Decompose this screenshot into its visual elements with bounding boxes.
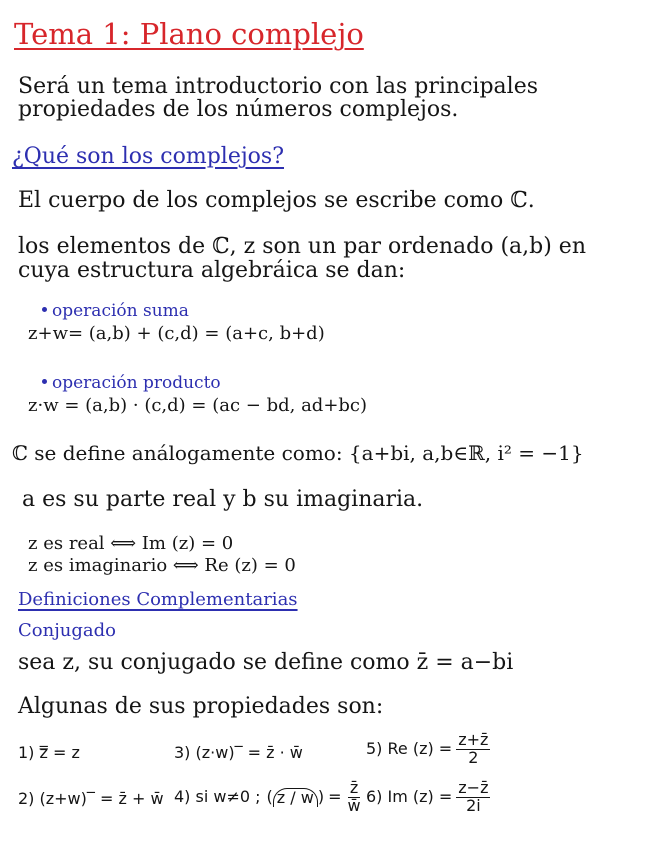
property-4-fraction <box>345 780 362 815</box>
product-operation-label: operación producto <box>42 374 221 394</box>
property-6-denominator: 2i <box>466 795 481 815</box>
intro-line-1: Será un tema introductorio con las principales <box>18 74 539 99</box>
real-condition: z es real ⟺ Im (z) = 0 <box>28 533 234 554</box>
property-2: 2) (z+w)‾ = z̄ + w̄ <box>18 789 164 808</box>
property-4-prefix: 4) si w≠0 ; <box>174 787 261 807</box>
property-6-fraction <box>456 780 490 815</box>
product-operation-formula: z·w = (a,b) · (c,d) = (ac − bd, ad+bc) <box>28 395 368 416</box>
imaginary-condition: z es imaginario ⟺ Re (z) = 0 <box>28 555 296 576</box>
sum-operation-label: operación suma <box>42 302 189 322</box>
properties-intro: Algunas de sus propiedades son: <box>18 694 384 719</box>
property-4-equals: = <box>328 787 342 807</box>
body-paragraph-2-line-2: cuya estructura algebráica se dan: <box>18 258 406 283</box>
question-heading: ¿Qué son los complejos? <box>12 144 284 169</box>
conjugate-heading: Conjugado <box>18 620 116 641</box>
real-imaginary-parts: a es su parte real y b su imaginaria. <box>22 487 424 512</box>
intro-line-2: propiedades de los números complejos. <box>18 97 459 122</box>
property-3: 3) (z·w)‾ = z̄ · w̄ <box>174 743 303 762</box>
property-5-denominator: 2 <box>468 747 479 767</box>
conjugate-definition: sea z, su conjugado se define como z̄ = a−bi <box>18 650 514 675</box>
property-4: 4) si w≠0 ; ( z / w ) = $\frac{z̄}{w̄}$ <box>174 778 361 815</box>
section-heading: Definiciones Complementarias <box>18 589 298 610</box>
property-6-numerator: z−z̄ <box>458 778 489 797</box>
complex-set-definition: ℂ se define análogamente como: {a+bi, a,b∈ℝ, i² = −1} <box>12 441 584 465</box>
property-5 <box>366 732 490 767</box>
property-4-quotient: z / w <box>273 788 318 807</box>
sum-operation-formula: z+w= (a,b) + (c,d) = (a+c, b+d) <box>28 323 325 344</box>
property-6 <box>366 780 490 815</box>
body-paragraph-2-line-1: los elementos de ℂ, z son un par ordenado (a,b) en <box>18 234 586 259</box>
body-paragraph-1: El cuerpo de los complejos se escribe como ℂ. <box>18 188 535 213</box>
property-4-denominator: w̄ <box>347 795 361 815</box>
property-6-prefix: 6) Im (z) = <box>366 787 453 807</box>
property-4-numerator: z̄ <box>349 778 359 797</box>
property-5-numerator: z+z̄ <box>458 730 489 749</box>
page-title: Tema 1: Plano complejo <box>14 17 364 51</box>
property-1: 1) z̿ = z <box>18 743 80 762</box>
property-5-prefix: 5) Re (z) = <box>366 739 453 759</box>
property-5-fraction <box>456 732 490 767</box>
